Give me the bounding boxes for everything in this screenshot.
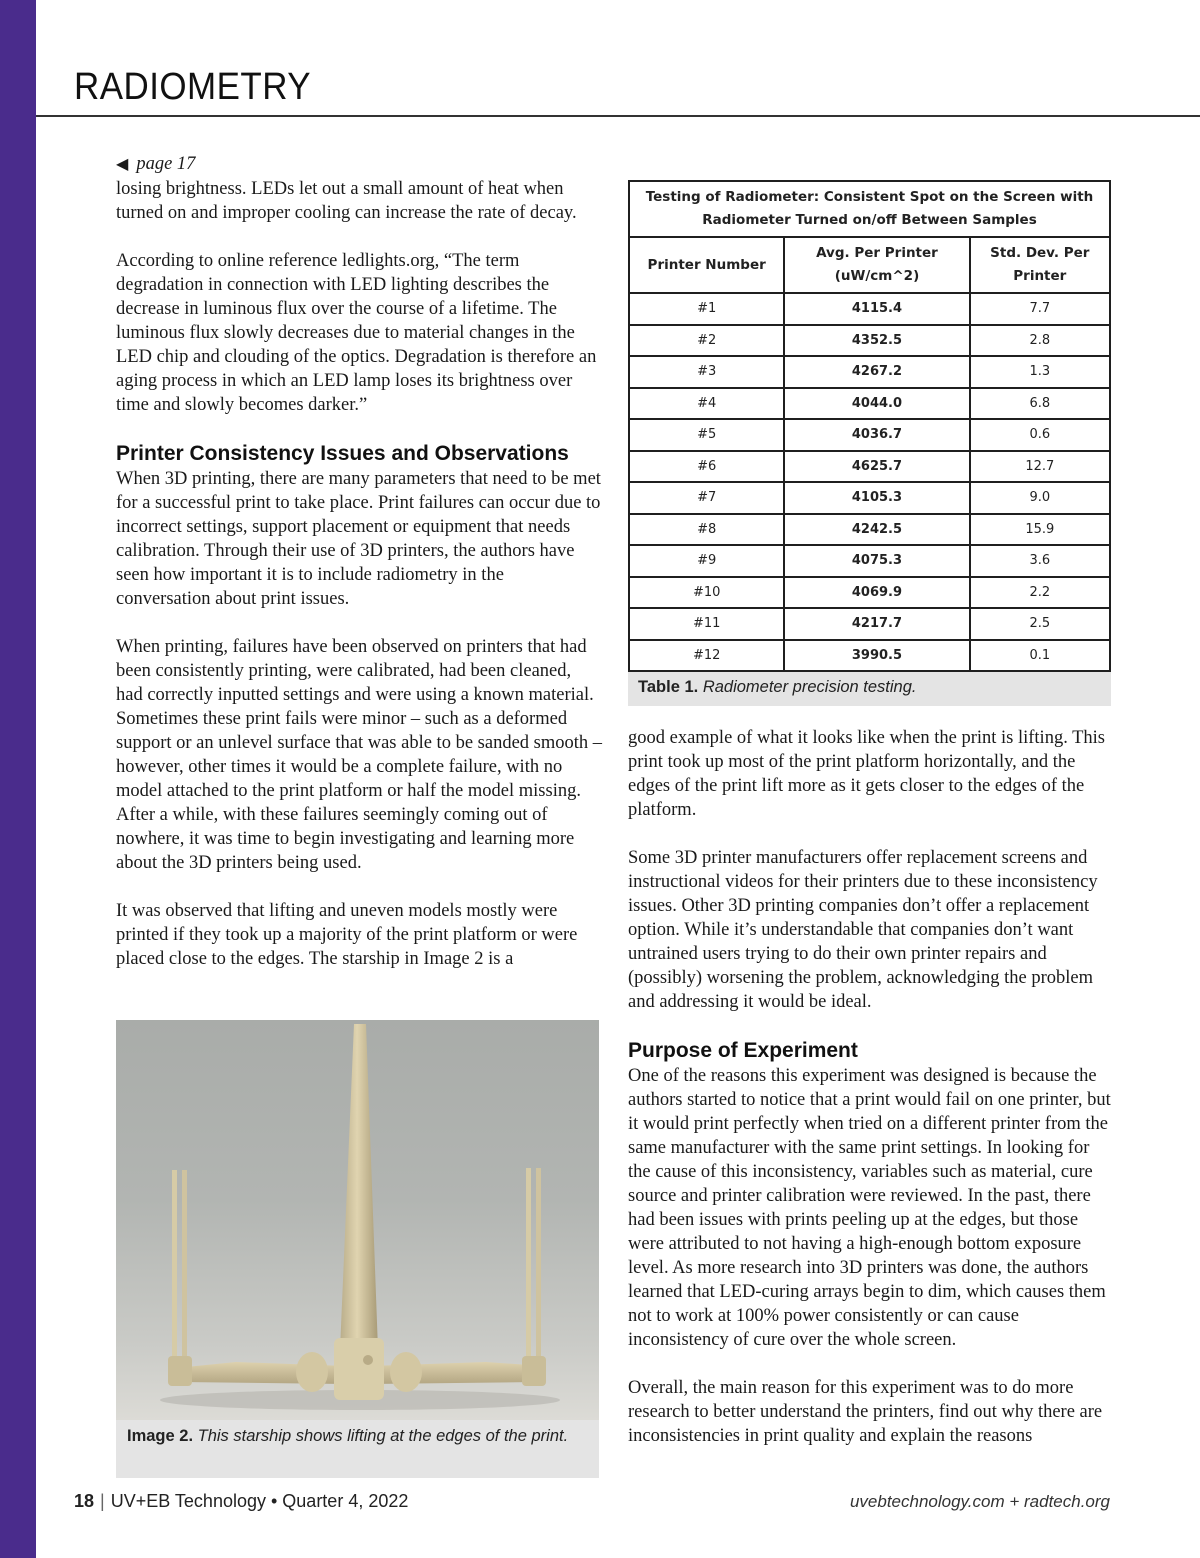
table-row bbox=[629, 514, 1110, 546]
cell-avg: 4625.7 bbox=[784, 451, 969, 483]
cell-std: 0.6 bbox=[970, 419, 1110, 451]
cell-printer: #1 bbox=[629, 293, 784, 325]
column-header-avg-line1: Avg. Per Printer bbox=[816, 245, 938, 261]
cell-avg: 4242.5 bbox=[784, 514, 969, 546]
cell-avg: 4044.0 bbox=[784, 388, 969, 420]
cell-std: 1.3 bbox=[970, 356, 1110, 388]
subhead-printer-consistency: Printer Consistency Issues and Observations bbox=[116, 442, 569, 465]
subhead-purpose: Purpose of Experiment bbox=[628, 1039, 858, 1062]
footer-websites: uvebtechnology.com + radtech.org bbox=[849, 1492, 1110, 1511]
cell-avg: 4075.3 bbox=[784, 545, 969, 577]
starship-photo bbox=[116, 1020, 599, 1420]
column-header-std-line2: Printer bbox=[1013, 268, 1067, 284]
cell-printer: #11 bbox=[629, 608, 784, 640]
left-hub bbox=[296, 1352, 328, 1392]
table-caption-text: Radiometer precision testing. bbox=[702, 678, 917, 696]
continued-from bbox=[116, 152, 602, 177]
footer-left bbox=[74, 1491, 408, 1512]
right-pod bbox=[522, 1356, 546, 1386]
cell-std: 0.1 bbox=[970, 640, 1110, 672]
radiometer-table bbox=[628, 180, 1111, 672]
table-row bbox=[629, 293, 1110, 325]
table-title-line2: Radiometer Turned on/off Between Samples bbox=[702, 212, 1037, 228]
cell-std: 2.5 bbox=[970, 608, 1110, 640]
cell-printer: #5 bbox=[629, 419, 784, 451]
paragraph: losing brightness. LEDs let out a small amount of heat when turned on and improper cooling can increase the rate of decay. bbox=[116, 179, 577, 223]
table-row bbox=[629, 419, 1110, 451]
cell-std: 15.9 bbox=[970, 514, 1110, 546]
table-caption bbox=[628, 672, 1111, 706]
cell-printer: #12 bbox=[629, 640, 784, 672]
image-caption-label: Image 2. bbox=[127, 1427, 194, 1445]
cell-avg: 4267.2 bbox=[784, 356, 969, 388]
radiometer-table-figure bbox=[628, 180, 1111, 706]
paragraph: Overall, the main reason for this experiment was to do more research to better understand the printers, find out why there are inconsistencies in print quality and explain the reasons bbox=[628, 1378, 1103, 1446]
column-header-avg-line2: (uW/cm^2) bbox=[834, 268, 920, 284]
table-row bbox=[629, 356, 1110, 388]
table-row bbox=[629, 451, 1110, 483]
starship-illustration bbox=[116, 1020, 599, 1420]
paragraph: One of the reasons this experiment was designed is because the authors started to notice that a print would fail on one printer, but it would print perfectly when tried on a different printer from the same manufacturer with the same print settings. In looking for the cause of this inconsistency, variables such as material, cure source and printer calibration were reviewed. In the past, there had been issues with prints peeling up at the edges, but those were attributed to not having a high-enough bottom exposure level. As more research into 3D printers was done, the authors learned that LED-curing arrays begin to dim, which causes them not to work at 100% power consistently or can cause inconsistency of cure over the whole screen. bbox=[628, 1066, 1111, 1350]
paragraph: When printing, failures have been observed on printers that had been consistently printing, were calibrated, had been cleaned, had correctly inputted settings and were using a known material. Sometimes these print fails were minor – such as a deformed support or an unlevel surface that was able to be sanded smooth – however, other times it would be a complete failure, with no model attached to the print platform or half the model missing. After a while, with these failures seemingly coming out of nowhere, it was time to begin investigating and learning more about the 3D printers being used. bbox=[116, 637, 603, 873]
left-pillar bbox=[172, 1170, 177, 1375]
cell-printer: #6 bbox=[629, 451, 784, 483]
cell-avg: 4352.5 bbox=[784, 325, 969, 357]
paragraph: It was observed that lifting and uneven models mostly were printed if they took up a majority of the print platform or were placed close to the edges. The starship in Image 2 is a bbox=[116, 901, 578, 969]
right-pillar bbox=[526, 1168, 531, 1373]
table-row bbox=[629, 388, 1110, 420]
table-row bbox=[629, 577, 1110, 609]
left-pillar bbox=[182, 1170, 187, 1375]
right-pillar bbox=[536, 1168, 541, 1373]
left-pod bbox=[168, 1356, 192, 1386]
title-rule bbox=[36, 115, 1200, 117]
cell-avg: 4115.4 bbox=[784, 293, 969, 325]
column-header-avg bbox=[784, 237, 969, 293]
cell-std: 2.2 bbox=[970, 577, 1110, 609]
paragraph: Some 3D printer manufacturers offer replacement screens and instructional videos for their printers due to these inconsistency issues. Other 3D printing companies don’t offer a replacement option. While it’s understandable that companies don’t want untrained users trying to do their own printer repairs and (possibly) worsening the problem, acknowledging the problem and addressing it would be ideal. bbox=[628, 848, 1098, 1012]
cell-printer: #10 bbox=[629, 577, 784, 609]
table-row bbox=[629, 482, 1110, 514]
cell-avg: 4036.7 bbox=[784, 419, 969, 451]
cell-std: 2.8 bbox=[970, 325, 1110, 357]
page-number: 18 bbox=[74, 1491, 95, 1511]
paragraph: When 3D printing, there are many parameters that need to be met for a successful print to take place. Print failures can occur due to incorrect settings, support placement or equipment that needs calibration. Through their use of 3D printers, the authors have seen how important it is to include radiometry in the conversation about print issues. bbox=[116, 469, 601, 609]
cell-avg: 4069.9 bbox=[784, 577, 969, 609]
left-column bbox=[116, 152, 602, 995]
column-header-printer: Printer Number bbox=[629, 237, 784, 293]
cell-printer: #2 bbox=[629, 325, 784, 357]
column-header-std bbox=[970, 237, 1110, 293]
table-row bbox=[629, 608, 1110, 640]
left-accent-bar bbox=[0, 0, 36, 1558]
cell-avg: 4217.7 bbox=[784, 608, 969, 640]
right-hub bbox=[390, 1352, 422, 1392]
table-row bbox=[629, 640, 1110, 672]
table-title-line1: Testing of Radiometer: Consistent Spot on the Screen with bbox=[645, 189, 1094, 205]
cell-printer: #3 bbox=[629, 356, 784, 388]
continued-page-ref: page 17 bbox=[136, 154, 196, 174]
body-block bbox=[334, 1338, 384, 1400]
cell-printer: #8 bbox=[629, 514, 784, 546]
cell-avg: 3990.5 bbox=[784, 640, 969, 672]
paragraph: good example of what it looks like when the print is lifting. This print took up most of the print platform horizontally, and the edges of the print lift more as it gets closer to the edges of the platform. bbox=[628, 728, 1105, 820]
table-caption-label: Table 1. bbox=[638, 678, 699, 696]
paragraph: According to online reference ledlights.org, “The term degradation in connection with LED lighting describes the decrease in luminous flux over the course of a lifetime. The luminous flux slowly decreases due to material changes in the LED chip and clouding of the optics. Degradation is therefore an aging process in which an LED lamp loses its brightness over time and slowly becomes darker.” bbox=[116, 251, 597, 415]
cell-std: 9.0 bbox=[970, 482, 1110, 514]
cell-printer: #9 bbox=[629, 545, 784, 577]
back-arrow-icon: ◀ bbox=[116, 156, 129, 173]
cell-std: 12.7 bbox=[970, 451, 1110, 483]
image-caption-text: This starship shows lifting at the edges of the print. bbox=[197, 1427, 569, 1445]
table-row bbox=[629, 325, 1110, 357]
body-hole bbox=[363, 1355, 373, 1365]
publication-name: UV+EB Technology • Quarter 4, 2022 bbox=[110, 1491, 409, 1511]
cell-printer: #7 bbox=[629, 482, 784, 514]
column-header-std-line1: Std. Dev. Per bbox=[990, 245, 1090, 261]
right-column bbox=[628, 726, 1114, 1472]
cell-std: 7.7 bbox=[970, 293, 1110, 325]
cell-std: 3.6 bbox=[970, 545, 1110, 577]
cell-avg: 4105.3 bbox=[784, 482, 969, 514]
cell-printer: #4 bbox=[629, 388, 784, 420]
table-row bbox=[629, 545, 1110, 577]
image-caption bbox=[116, 1420, 599, 1478]
table-title bbox=[629, 181, 1110, 237]
section-title: RADIOMETRY bbox=[74, 66, 312, 108]
cell-std: 6.8 bbox=[970, 388, 1110, 420]
footer-divider: | bbox=[100, 1491, 105, 1511]
